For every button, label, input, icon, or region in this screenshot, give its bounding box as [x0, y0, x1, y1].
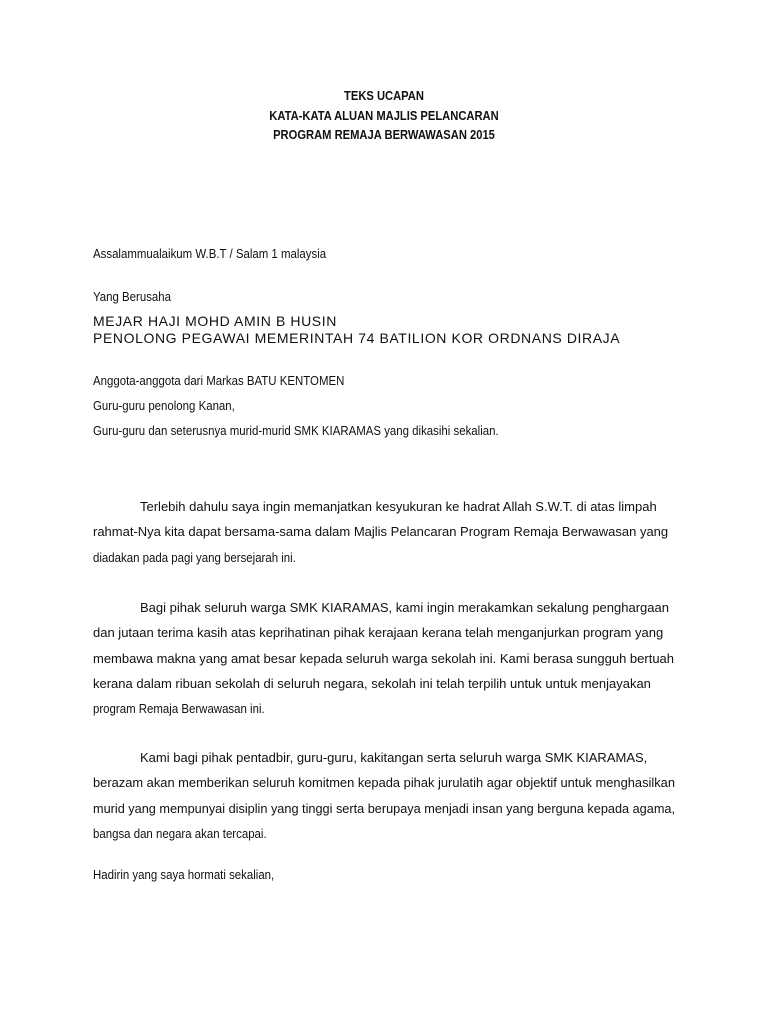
paragraph-line: dan jutaan terima kasih atas keprihatinan pihak kerajaan kerana telah menganjurkan program yang	[93, 625, 664, 641]
body-paragraph-3	[93, 745, 675, 846]
dignitary-name: MEJAR HAJI MOHD AMIN B HUSIN	[93, 313, 337, 329]
paragraph-line: bangsa dan negara akan tercapai.	[93, 825, 267, 841]
document-title: TEKS UCAPAN	[344, 88, 424, 103]
paragraph-line: Bagi pihak seluruh warga SMK KIARAMAS, kami ingin merakamkan sekalung penghargaan	[140, 600, 669, 615]
audience-item: Anggota-anggota dari Markas BATU KENTOMEN	[93, 373, 345, 388]
paragraph-line: rahmat-Nya kita dapat bersama-sama dalam Majlis Pelancaran Program Remaja Berwawasan yang	[93, 524, 669, 540]
paragraph-line: membawa makna yang amat besar kepada seluruh warga sekolah ini. Kami berasa sungguh bertuah	[93, 650, 675, 666]
dignitary-position: PENOLONG PEGAWAI MEMERINTAH 74 BATILION KOR ORDNANS DIRAJA	[93, 330, 621, 346]
honorific-line: Yang Berusaha	[93, 289, 172, 304]
paragraph-line: diadakan pada pagi yang bersejarah ini.	[93, 549, 296, 565]
audience-item: Guru-guru dan seterusnya murid-murid SMK KIARAMAS yang dikasihi sekalian.	[93, 423, 499, 438]
paragraph-line: Kami bagi pihak pentadbir, guru-guru, kakitangan serta seluruh warga SMK KIARAMAS,	[140, 750, 648, 765]
paragraph-line: berazam akan memberikan seluruh komitmen kepada pihak jurulatih agar objektif untuk menghasilkan	[93, 775, 675, 791]
closing-line: Hadirin yang saya hormati sekalian,	[93, 867, 275, 882]
paragraph-line: kerana dalam ribuan sekolah di seluruh negara, sekolah ini telah terpilih untuk untuk menjayakan	[93, 675, 651, 691]
paragraph-line: Terlebih dahulu saya ingin memanjatkan kesyukuran ke hadrat Allah S.W.T. di atas limpah	[140, 499, 657, 514]
paragraph-line: program Remaja Berwawasan ini.	[93, 701, 265, 717]
document-subtitle-1: KATA-KATA ALUAN MAJLIS PELANCARAN	[269, 108, 499, 123]
audience-item: Guru-guru penolong Kanan,	[93, 398, 235, 413]
body-paragraph-2	[93, 595, 675, 721]
body-paragraph-1	[93, 494, 675, 570]
paragraph-line: murid yang mempunyai disiplin yang tinggi serta berupaya menjadi insan yang berguna kepada agama,	[93, 800, 675, 816]
document-subtitle-2: PROGRAM REMAJA BERWAWASAN 2015	[273, 127, 495, 142]
greeting-line: Assalammualaikum W.B.T / Salam 1 malaysia	[93, 246, 327, 261]
